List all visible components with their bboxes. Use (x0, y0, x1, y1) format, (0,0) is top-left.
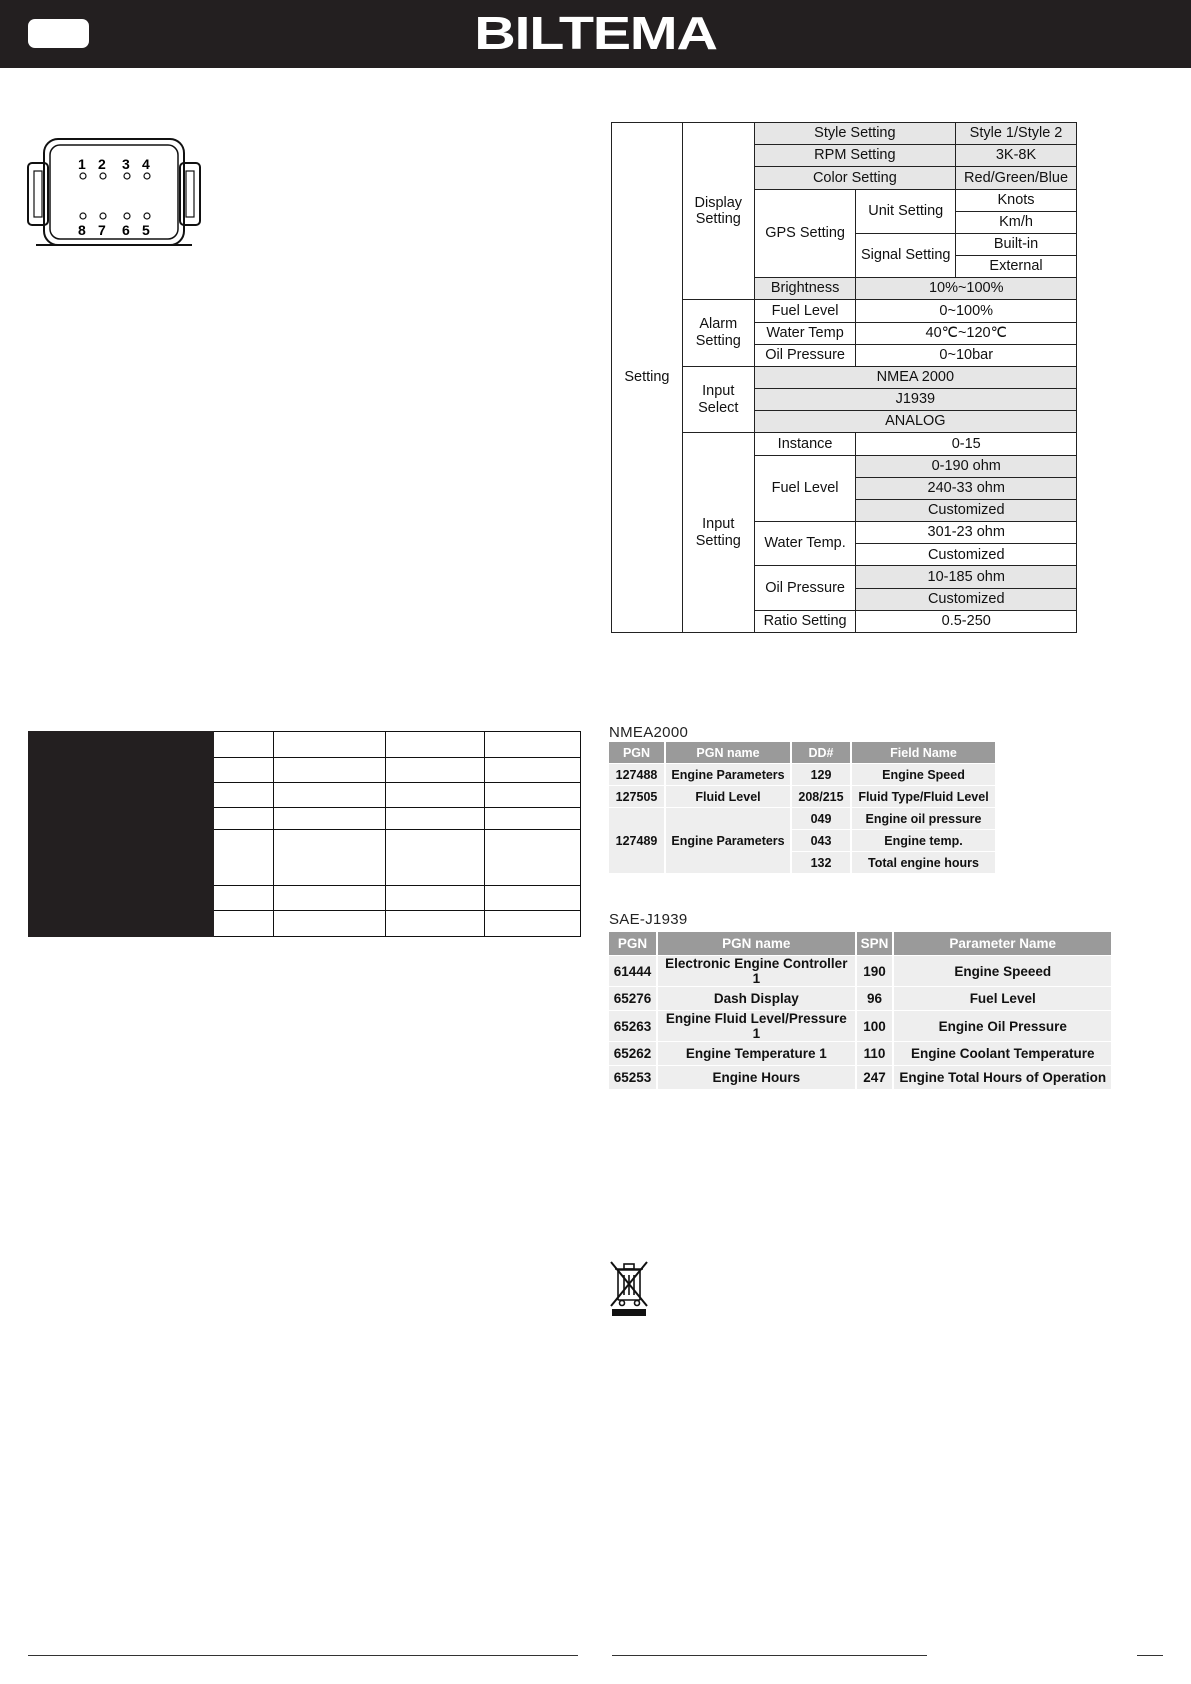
spn-cell: 110 (857, 1041, 895, 1065)
input-select-label: Input Select (682, 366, 754, 433)
pin-label: 8 (78, 222, 86, 238)
gps-setting-label: GPS Setting (754, 189, 856, 278)
pgn-name-cell: Engine Parameters (666, 807, 792, 873)
dd-cell: 208/215 (792, 785, 852, 807)
table-row (609, 1065, 1111, 1089)
parameter-name-cell: Engine Oil Pressure (894, 1010, 1111, 1041)
pgn-cell: 65276 (609, 986, 658, 1010)
col-header: PGN name (658, 932, 857, 955)
pin-label: 4 (142, 156, 150, 172)
crossed-bin-icon (609, 1258, 649, 1323)
table-row (609, 955, 1111, 986)
field-name-cell: Fluid Type/Fluid Level (852, 785, 995, 807)
unit-setting-label: Unit Setting (856, 189, 956, 233)
instance-label: Instance (754, 433, 856, 455)
ratio-setting-label: Ratio Setting (754, 610, 856, 632)
input-select-option: ANALOG (754, 411, 1076, 433)
pgn-name-cell: Engine Temperature 1 (658, 1041, 857, 1065)
j1939-title: SAE-J1939 (609, 911, 688, 928)
water-temp-option: Customized (856, 544, 1077, 566)
dd-cell: 129 (792, 763, 852, 785)
nmea-title: NMEA2000 (609, 724, 689, 741)
connector-diagram (24, 133, 204, 258)
table-row (609, 1041, 1111, 1065)
instance-value: 0-15 (856, 433, 1077, 455)
input-select-option: NMEA 2000 (754, 366, 1076, 388)
table-row (609, 785, 995, 807)
dd-cell: 043 (792, 829, 852, 851)
pgn-cell: 127488 (609, 763, 666, 785)
ratio-setting-value: 0.5-250 (856, 610, 1077, 632)
col-header: DD# (792, 742, 852, 763)
dd-cell: 132 (792, 851, 852, 873)
table-row (609, 807, 995, 829)
col-header: Field Name (852, 742, 995, 763)
brightness-value: 10%~100% (856, 278, 1077, 300)
pin-label: 1 (78, 156, 86, 172)
alarm-row-value: 0~100% (856, 300, 1077, 322)
pgn-name-cell: Engine Hours (658, 1065, 857, 1089)
pgn-cell: 127505 (609, 785, 666, 807)
pgn-cell: 61444 (609, 955, 658, 986)
spn-cell: 96 (857, 986, 895, 1010)
alarm-setting-label: Alarm Setting (682, 300, 754, 367)
nmea-table (609, 742, 995, 873)
input-setting-label: Input Setting (682, 433, 754, 633)
parameter-name-cell: Fuel Level (894, 986, 1111, 1010)
signal-value: Built-in (956, 233, 1077, 255)
unit-value: Knots (956, 189, 1077, 211)
alarm-row-value: 40℃~120℃ (856, 322, 1077, 344)
parameter-name-cell: Engine Speeed (894, 955, 1111, 986)
pgn-cell: 127489 (609, 807, 666, 873)
oil-pressure-label: Oil Pressure (754, 566, 856, 610)
col-header: PGN (609, 742, 666, 763)
footer-rule-middle (612, 1655, 927, 1656)
water-temp-label: Water Temp. (754, 522, 856, 566)
pgn-name-cell: Engine Fluid Level/Pressure 1 (658, 1010, 857, 1041)
pgn-name-cell: Engine Parameters (666, 763, 792, 785)
style-setting-label: Style Setting (754, 123, 955, 145)
spn-cell: 247 (857, 1065, 895, 1089)
col-header: Parameter Name (894, 932, 1111, 955)
pgn-name-cell: Fluid Level (666, 785, 792, 807)
col-header: PGN name (666, 742, 792, 763)
spn-cell: 100 (857, 1010, 895, 1041)
display-setting-label: Display Setting (682, 123, 754, 300)
pinout-grid (28, 731, 581, 937)
alarm-row-label: Oil Pressure (754, 344, 856, 366)
pin-label: 6 (122, 222, 130, 238)
brand-logo: BILTEMA (474, 7, 717, 59)
oil-pressure-option: 10-185 ohm (856, 566, 1077, 588)
spn-cell: 190 (857, 955, 895, 986)
signal-setting-label: Signal Setting (856, 233, 956, 277)
fuel-level-option: 240-33 ohm (856, 477, 1077, 499)
settings-table (611, 122, 1077, 633)
color-setting-label: Color Setting (754, 167, 955, 189)
pin-label: 2 (98, 156, 106, 172)
j1939-table (609, 932, 1111, 1089)
table-row (609, 763, 995, 785)
pin-label: 7 (98, 222, 106, 238)
alarm-row-label: Water Temp (754, 322, 856, 344)
settings-root-cell: Setting (612, 123, 683, 633)
fuel-level-option: Customized (856, 499, 1077, 521)
pgn-cell: 65262 (609, 1041, 658, 1065)
water-temp-option: 301-23 ohm (856, 522, 1077, 544)
fuel-level-label: Fuel Level (754, 455, 856, 522)
field-name-cell: Engine Speed (852, 763, 995, 785)
connector-icon (24, 133, 204, 253)
pin-label: 3 (122, 156, 130, 172)
footer-rule-left (28, 1655, 578, 1656)
parameter-name-cell: Engine Coolant Temperature (894, 1041, 1111, 1065)
field-name-cell: Engine oil pressure (852, 807, 995, 829)
pgn-cell: 65253 (609, 1065, 658, 1089)
dd-cell: 049 (792, 807, 852, 829)
col-header: PGN (609, 932, 658, 955)
signal-value: External (956, 256, 1077, 278)
fuel-level-option: 0-190 ohm (856, 455, 1077, 477)
table-row (609, 1010, 1111, 1041)
style-setting-value: Style 1/Style 2 (956, 123, 1077, 145)
pgn-name-cell: Dash Display (658, 986, 857, 1010)
table-row (609, 986, 1111, 1010)
footer-rule-right (1137, 1655, 1163, 1656)
parameter-name-cell: Engine Total Hours of Operation (894, 1065, 1111, 1089)
pgn-name-cell: Electronic Engine Controller 1 (658, 955, 857, 986)
color-setting-value: Red/Green/Blue (956, 167, 1077, 189)
unit-value: Km/h (956, 211, 1077, 233)
brightness-label: Brightness (754, 278, 856, 300)
alarm-row-label: Fuel Level (754, 300, 856, 322)
col-header: SPN (857, 932, 895, 955)
oil-pressure-option: Customized (856, 588, 1077, 610)
alarm-row-value: 0~10bar (856, 344, 1077, 366)
rpm-setting-value: 3K-8K (956, 145, 1077, 167)
dark-header-block (29, 732, 214, 937)
field-name-cell: Total engine hours (852, 851, 995, 873)
input-select-option: J1939 (754, 389, 1076, 411)
rpm-setting-label: RPM Setting (754, 145, 955, 167)
field-name-cell: Engine temp. (852, 829, 995, 851)
pgn-cell: 65263 (609, 1010, 658, 1041)
pin-label: 5 (142, 222, 150, 238)
